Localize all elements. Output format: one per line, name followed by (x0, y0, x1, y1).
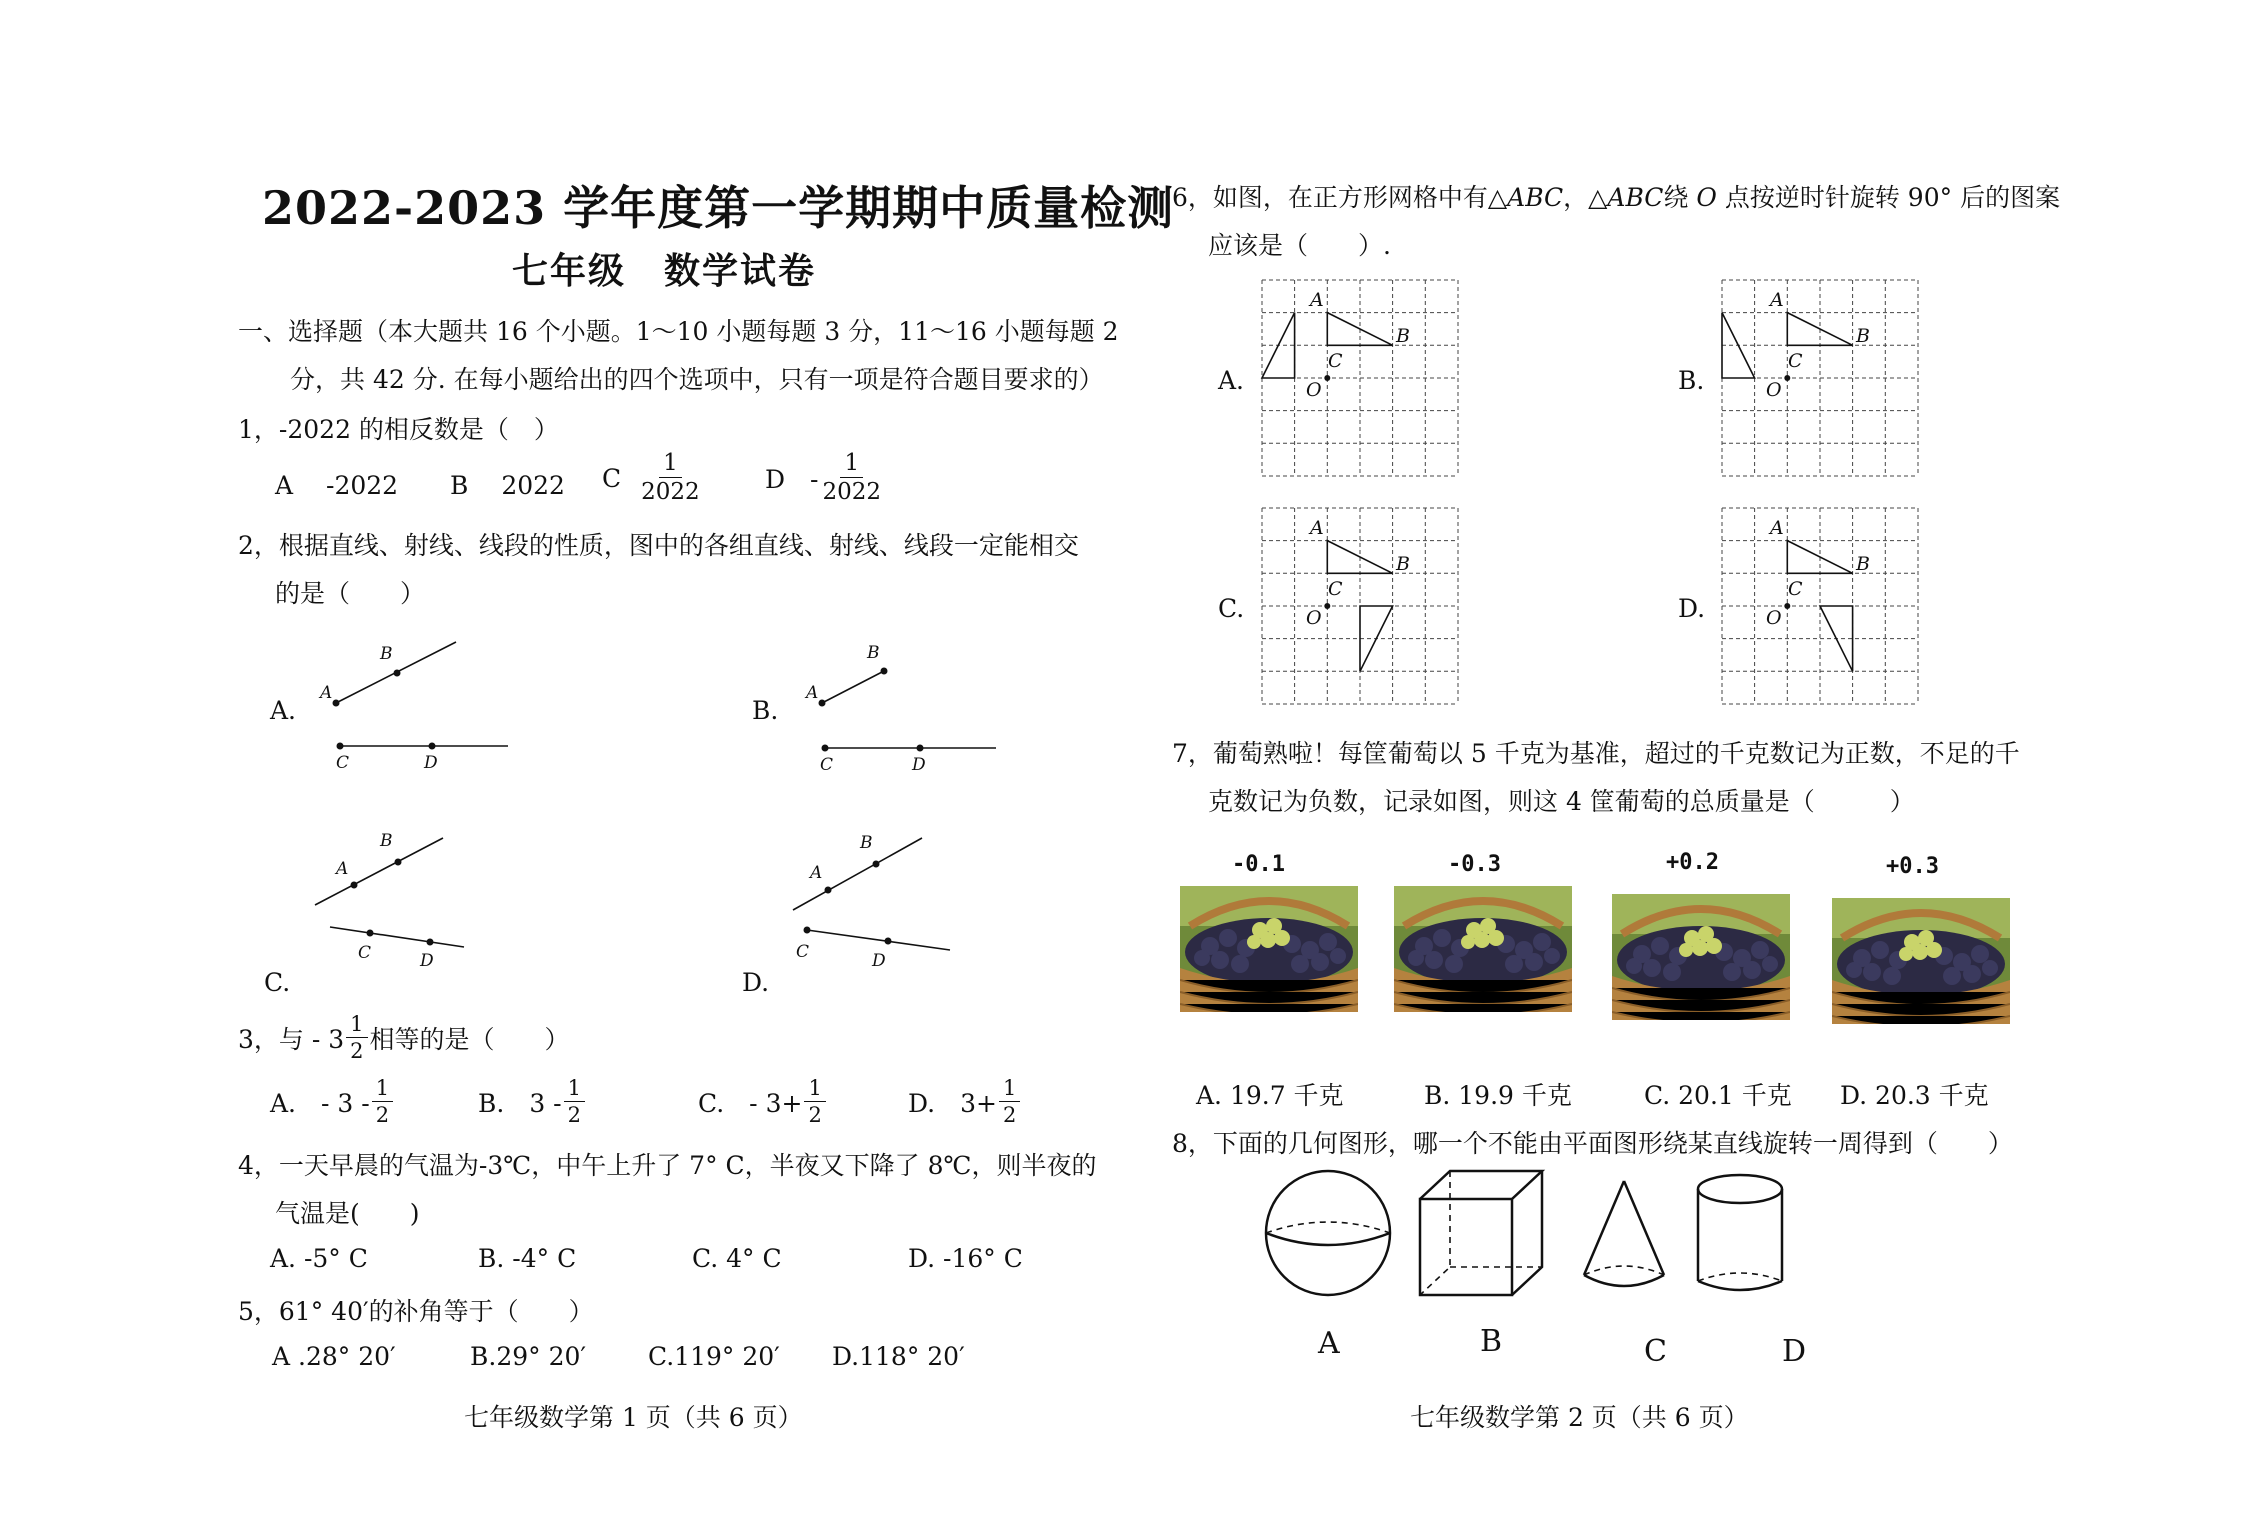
grape-basket-image-3 (1612, 894, 1790, 1020)
q6-grid-a (1260, 278, 1460, 478)
q3-option-a-fraction (372, 1078, 393, 1126)
q3-a-numerator: 1 (372, 1078, 393, 1102)
q6-d-label-o: O (1766, 607, 1782, 629)
exam-subtitle: 七年级 数学试卷 (512, 250, 817, 292)
q4-option-c: C. 4° C (692, 1244, 782, 1273)
q5-stem: 5，61° 40′的补角等于（ ） (238, 1297, 594, 1326)
q7-label-4: +0.3 (1886, 854, 1939, 879)
q2-option-b: B. (752, 696, 779, 725)
q3-b-denominator: 2 (567, 1103, 581, 1127)
q6-stem-part4: 点按逆时针旋转 90° 后的图案 (1724, 183, 2061, 212)
q2-b-point-d: D (912, 755, 926, 775)
footer-left: 七年级数学第 1 页（共 6 页） (464, 1403, 803, 1432)
q2-c-point-a: A (336, 859, 349, 879)
q2-a-point-b: B (380, 644, 393, 664)
q6-stem-part2: ，△ (1563, 183, 1608, 212)
q6-option-a: A. (1218, 366, 1245, 395)
q5-option-a: A .28° 20′ (272, 1342, 396, 1371)
q6-a-label-c: C (1328, 350, 1343, 372)
q2-b-point-c: C (820, 755, 834, 775)
q4-stem-line2: 气温是( ) (275, 1199, 420, 1228)
q7-option-a: A. 19.7 千克 (1196, 1081, 1344, 1110)
q6-stem-part1: 6，如图，在正方形网格中有△ (1172, 183, 1508, 212)
q1-option-b: B 2022 (450, 471, 565, 500)
q3-option-b (478, 1078, 587, 1126)
q2-d-point-d: D (872, 951, 886, 971)
exam-title: 2022-2023 学年度第一学期期中质量检测 (262, 181, 1175, 235)
q3-option-b-fraction (564, 1078, 585, 1126)
q3-option-d (908, 1078, 1022, 1126)
q2-figure-d (793, 833, 950, 971)
q3-option-a (270, 1078, 395, 1126)
q6-stem-line1 (1172, 178, 2060, 214)
q2-b-point-a: A (806, 683, 819, 703)
q6-b-label-c: C (1788, 350, 1803, 372)
q5-option-c: C.119° 20′ (648, 1342, 780, 1371)
q1-c-numerator: 1 (659, 452, 682, 478)
q7-stem-line2: 克数记为负数，记录如图，则这 4 筐葡萄的总质量是（ ） (1208, 787, 1915, 816)
q3-option-d-label: D. 3+ (908, 1089, 997, 1118)
q2-stem-line2: 的是（ ） (275, 579, 426, 608)
q8-label-c: C (1644, 1334, 1667, 1369)
q3-d-numerator: 1 (999, 1078, 1020, 1102)
q4-option-d: D. -16° C (908, 1244, 1023, 1273)
q2-figure-a (318, 642, 508, 773)
grape-basket-image-2 (1394, 886, 1572, 1012)
q6-d-label-c: C (1788, 578, 1803, 600)
q1-option-a: A -2022 (275, 471, 399, 500)
q6-b-label-o: O (1766, 379, 1782, 401)
q1-option-c-fraction (641, 452, 700, 504)
q7-option-d: D. 20.3 千克 (1840, 1081, 1989, 1110)
q7-stem-line1: 7，葡萄熟啦！每筐葡萄以 5 千克为基准，超过的千克数记为正数，不足的千 (1172, 739, 2020, 768)
q6-option-d: D. (1678, 594, 1706, 623)
q3-option-d-fraction (999, 1078, 1020, 1126)
q2-option-a: A. (270, 696, 297, 725)
q2-c-point-b: B (380, 831, 393, 851)
q1-option-d-label: D - (765, 465, 819, 494)
q5-option-d: D.118° 20′ (832, 1342, 965, 1371)
q7-option-c: C. 20.1 千克 (1644, 1081, 1792, 1110)
q6-c-label-c: C (1328, 578, 1343, 600)
q3-stem-fraction (346, 1014, 367, 1062)
footer-right: 七年级数学第 2 页（共 6 页） (1410, 1403, 1749, 1432)
q6-stem-line2: 应该是（ ）. (1208, 231, 1391, 260)
q1-c-denominator: 2022 (641, 479, 700, 505)
q6-stem-part3: 绕 (1663, 183, 1689, 212)
q6-d-label-a: A (1770, 517, 1784, 539)
q3-a-denominator: 2 (375, 1103, 390, 1127)
cylinder-icon (1698, 1175, 1782, 1290)
q8-label-b: B (1480, 1324, 1503, 1359)
q2-option-d: D. (742, 968, 770, 997)
q6-a-label-o: O (1306, 379, 1322, 401)
q3-c-denominator: 2 (808, 1103, 822, 1127)
q3-b-numerator: 1 (564, 1078, 585, 1102)
q6-stem-abc: ABC (1507, 183, 1564, 212)
q7-label-1: -0.1 (1232, 852, 1285, 877)
q3-stem-numerator: 1 (346, 1014, 367, 1038)
section-heading-line1: 一、选择题（本大题共 16 个小题。1～10 小题每题 3 分，11～16 小题每题 2 (238, 317, 1119, 346)
q3-stem-prefix: 3，与 - 3 (238, 1025, 345, 1054)
q3-stem-suffix: 相等的是（ ） (369, 1025, 570, 1054)
q6-grid-c (1260, 506, 1460, 706)
q3-option-c-label: C. - 3+ (698, 1089, 803, 1118)
q2-d-point-b: B (860, 833, 873, 853)
q6-c-label-a: A (1310, 517, 1324, 539)
q2-c-point-d: D (420, 951, 434, 971)
q1-option-c-label: C (602, 463, 622, 493)
q6-b-label-a: A (1770, 289, 1784, 311)
q6-c-label-o: O (1306, 607, 1322, 629)
q2-d-point-c: C (796, 942, 810, 962)
q6-d-label-b: B (1856, 553, 1870, 575)
q1-option-c (602, 452, 702, 504)
q6-grid-d (1720, 506, 1920, 706)
q2-b-point-b: B (867, 643, 880, 663)
q2-figure-b (804, 643, 996, 775)
q4-option-b: B. -4° C (478, 1244, 577, 1273)
q3-stem-denominator: 2 (350, 1039, 364, 1063)
q1-d-numerator: 1 (840, 452, 863, 478)
grape-basket-image-4 (1832, 898, 2010, 1024)
q3-option-b-label: B. 3 - (478, 1089, 562, 1118)
q6-option-b: B. (1678, 366, 1705, 395)
q7-label-2: -0.3 (1448, 852, 1501, 877)
q6-stem-o: O (1696, 183, 1717, 212)
q1-stem: 1，-2022 的相反数是（ ） (238, 415, 559, 444)
q5-option-b: B.29° 20′ (470, 1342, 587, 1371)
q6-a-label-a: A (1310, 289, 1324, 311)
q2-a-point-a: A (320, 683, 333, 703)
q3-d-denominator: 2 (1002, 1103, 1017, 1127)
q2-a-point-c: C (336, 753, 350, 773)
q8-label-a: A (1318, 1326, 1340, 1361)
q7-option-b: B. 19.9 千克 (1424, 1081, 1572, 1110)
q6-stem-abc2: ABC (1607, 183, 1664, 212)
q2-option-c: C. (264, 968, 291, 997)
q1-option-d (765, 452, 883, 504)
q3-option-a-label: A. - 3 - (270, 1089, 370, 1118)
q4-option-a: A. -5° C (270, 1244, 368, 1273)
q8-label-d: D (1782, 1334, 1807, 1369)
q3-c-numerator: 1 (804, 1078, 825, 1102)
q6-grid-b (1720, 278, 1920, 478)
q6-b-label-b: B (1856, 325, 1870, 347)
q1-option-d-fraction (823, 452, 882, 504)
q4-stem-line1: 4，一天早晨的气温为-3℃，中午上升了 7° C，半夜又下降了 8℃，则半夜的 (238, 1151, 1097, 1180)
q2-c-point-c: C (358, 943, 372, 963)
cube-icon (1420, 1171, 1542, 1295)
q2-d-point-a: A (810, 863, 823, 883)
q3-option-c (698, 1078, 828, 1126)
grape-basket-image-1 (1180, 886, 1358, 1012)
sphere-icon (1266, 1171, 1390, 1295)
q3-option-c-fraction (804, 1078, 825, 1126)
q2-stem-line1: 2，根据直线、射线、线段的性质，图中的各组直线、射线、线段一定能相交 (238, 531, 1079, 560)
q6-c-label-b: B (1396, 553, 1410, 575)
q8-solids (1250, 1165, 1850, 1375)
q1-d-denominator: 2022 (822, 479, 882, 505)
section-heading-line2: 分，共 42 分. 在每小题给出的四个选项中，只有一项是符合题目要求的） (290, 365, 1104, 394)
q8-stem: 8，下面的几何图形，哪一个不能由平面图形绕某直线旋转一周得到（ ） (1172, 1129, 2013, 1158)
q2-a-point-d: D (424, 753, 438, 773)
q6-option-c: C. (1218, 594, 1245, 623)
cone-icon (1584, 1181, 1664, 1286)
q3-stem (238, 1014, 570, 1062)
q6-a-label-b: B (1396, 325, 1410, 347)
q7-label-3: +0.2 (1666, 850, 1719, 875)
q2-figures (260, 620, 1040, 1000)
q2-figure-c (315, 831, 464, 971)
